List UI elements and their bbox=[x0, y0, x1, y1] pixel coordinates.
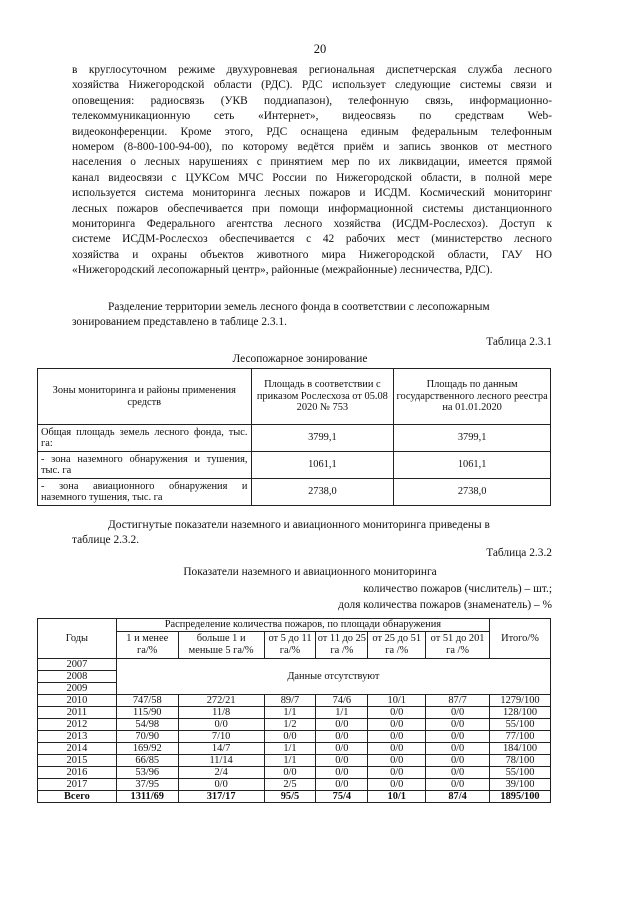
table-cell: 89/7 bbox=[264, 695, 316, 707]
paragraph-1-line: мониторинга Федерального агентства лесного хозяйства (ИСДМ-Рослесхоз). Доступ к bbox=[72, 218, 552, 231]
table-cell: 0/0 bbox=[426, 743, 490, 755]
paragraph-1-line: в круглосуточном режиме двухуровневая региональная диспетчерская служба лесного bbox=[72, 64, 552, 76]
paragraph-1-line: «Нижегородский лесопожарный центр», районные (межрайонные) лесничества, РДС). bbox=[72, 264, 493, 277]
no-data-cell: Данные отсутствуют bbox=[116, 659, 550, 695]
table-cell: 0/0 bbox=[368, 779, 426, 791]
paragraph-3 bbox=[72, 518, 552, 549]
table-cell: 0/0 bbox=[368, 731, 426, 743]
table-cell: 0/0 bbox=[426, 755, 490, 767]
table-cell: 37/95 bbox=[116, 779, 178, 791]
table-cell: 0/0 bbox=[426, 767, 490, 779]
table-cell: 53/96 bbox=[116, 767, 178, 779]
paragraph-1-line: оповещения: радиосвязь (УКВ поддиапазон), телефонную связь, информационно- bbox=[72, 94, 552, 107]
year-cell: 2014 bbox=[38, 743, 117, 755]
year-cell: 2010 bbox=[38, 695, 117, 707]
col-group-header: Распределение количества пожаров, по площади обнаружения bbox=[116, 619, 489, 632]
table-cell: 95/5 bbox=[264, 791, 316, 803]
year-cell: 2007 bbox=[38, 659, 117, 671]
table-cell: 10/1 bbox=[368, 695, 426, 707]
table-row bbox=[38, 731, 551, 743]
paragraph-1-line: видеоконференции. Кроме этого, РДС оснащена единым федеральным телефонным bbox=[72, 125, 552, 138]
col-subheader: от 5 до 11 га/% bbox=[264, 632, 316, 659]
table-header-cell: Площадь в соответствии с приказом Рослесхоза от 05.08 2020 № 753 bbox=[251, 369, 394, 425]
col-header-total: Итого/% bbox=[490, 619, 551, 659]
table-row bbox=[38, 767, 551, 779]
table-row bbox=[38, 695, 551, 707]
table-2-caption: Таблица 2.3.2 bbox=[486, 547, 552, 559]
table-cell: 0/0 bbox=[368, 767, 426, 779]
table-1-title: Лесопожарное зонирование bbox=[232, 353, 368, 365]
table-cell: 3799,1 bbox=[394, 425, 551, 452]
table-row bbox=[38, 755, 551, 767]
table-cell: 87/7 bbox=[426, 695, 490, 707]
table-header-cell: Зоны мониторинга и районы применения средств bbox=[38, 369, 252, 425]
paragraph-1-line: телекоммуникационную сеть «Интернет», видеосвязь по средствам Web- bbox=[72, 110, 552, 123]
total-cell: 78/100 bbox=[490, 755, 551, 767]
unit-line: доля количества пожаров (знаменатель) – % bbox=[338, 599, 552, 611]
year-cell: 2009 bbox=[38, 683, 117, 695]
unit-line: количество пожаров (числитель) – шт.; bbox=[363, 583, 552, 595]
table-row bbox=[38, 707, 551, 719]
table-cell: 1061,1 bbox=[394, 452, 551, 479]
table-cell: 1311/69 bbox=[116, 791, 178, 803]
paragraph-1-line: населения о лесных нарушениях с принятием мер по их ликвидации, имеется прямой bbox=[72, 156, 552, 169]
table-cell: 2/5 bbox=[264, 779, 316, 791]
table-cell: 0/0 bbox=[426, 731, 490, 743]
table-cell: 1061,1 bbox=[251, 452, 394, 479]
row-label: - зона наземного обнаружения и тушения, тыс. га bbox=[38, 452, 252, 479]
table-monitoring-indicators bbox=[37, 618, 551, 803]
table-cell: 75/4 bbox=[316, 791, 368, 803]
paragraph-1-line: хозяйства Нижегородской области (РДС). РДС использует следующие системы связи и bbox=[72, 79, 552, 92]
table-cell: 169/92 bbox=[116, 743, 178, 755]
paragraph-2 bbox=[72, 300, 552, 331]
total-cell: 55/100 bbox=[490, 719, 551, 731]
year-cell: 2017 bbox=[38, 779, 117, 791]
table-total-row bbox=[38, 791, 551, 803]
table-cell: 115/90 bbox=[116, 707, 178, 719]
table-cell: 0/0 bbox=[178, 779, 264, 791]
table-cell: 14/7 bbox=[178, 743, 264, 755]
table-1-caption: Таблица 2.3.1 bbox=[486, 336, 552, 348]
table-cell: 0/0 bbox=[368, 707, 426, 719]
table-cell: 0/0 bbox=[264, 767, 316, 779]
col-header-years: Годы bbox=[38, 619, 117, 659]
table-cell: 0/0 bbox=[316, 755, 368, 767]
year-cell: 2015 bbox=[38, 755, 117, 767]
table-cell: 0/0 bbox=[368, 719, 426, 731]
table-cell: 74/6 bbox=[316, 695, 368, 707]
table-cell: 11/8 bbox=[178, 707, 264, 719]
paragraph-3-line: Достигнутые показатели наземного и авиационного мониторинга приведены в bbox=[108, 519, 490, 531]
table-cell: 0/0 bbox=[368, 743, 426, 755]
table-cell: 54/98 bbox=[116, 719, 178, 731]
paragraph-2-line: Разделение территории земель лесного фонда в соответствии с лесопожарным bbox=[108, 301, 490, 313]
paragraph-1-line: номером (8-800-100-94-00), по которому ведётся приём и запись звонков от местного bbox=[72, 141, 552, 154]
paragraph-3-line: таблице 2.3.2. bbox=[72, 534, 140, 547]
table-cell: 272/21 bbox=[178, 695, 264, 707]
paragraph-1-line: лесных пожаров обеспечивается при помощи информационной системы дистанционного bbox=[72, 202, 552, 215]
table-2-unit-note bbox=[338, 581, 552, 613]
table-row bbox=[38, 743, 551, 755]
table-cell: 7/10 bbox=[178, 731, 264, 743]
table-cell: 0/0 bbox=[316, 731, 368, 743]
paragraph-2-line: зонированием представлено в таблице 2.3.1. bbox=[72, 316, 287, 329]
row-label: - зона авиационного обнаружения и наземного тушения, тыс. га bbox=[38, 479, 252, 506]
col-subheader: больше 1 и меньше 5 га/% bbox=[178, 632, 264, 659]
total-cell: 1895/100 bbox=[490, 791, 551, 803]
table-cell: 1/2 bbox=[264, 719, 316, 731]
col-subheader: от 25 до 51 га /% bbox=[368, 632, 426, 659]
page-number: 20 bbox=[313, 42, 327, 56]
year-cell: 2008 bbox=[38, 671, 117, 683]
col-subheader: от 11 до 25 га /% bbox=[316, 632, 368, 659]
table-cell: 87/4 bbox=[426, 791, 490, 803]
paragraph-1-line: системе ИСДМ-Рослесхоз обеспечивается с 42 рабочих мест (министерство лесного bbox=[72, 233, 552, 246]
year-cell: 2012 bbox=[38, 719, 117, 731]
table-cell: 2/4 bbox=[178, 767, 264, 779]
table-cell: 0/0 bbox=[316, 719, 368, 731]
table-cell: 66/85 bbox=[116, 755, 178, 767]
total-cell: 1279/100 bbox=[490, 695, 551, 707]
paragraph-1-line: используется система мониторинга лесных пожаров и ИСДМ. Космический мониторинг bbox=[72, 187, 552, 200]
year-cell: 2016 bbox=[38, 767, 117, 779]
table-cell: 1/1 bbox=[264, 743, 316, 755]
year-cell: Всего bbox=[38, 791, 117, 803]
table-row bbox=[38, 452, 551, 479]
table-cell: 0/0 bbox=[316, 779, 368, 791]
table-cell: 0/0 bbox=[316, 743, 368, 755]
col-subheader: 1 и менее га/% bbox=[116, 632, 178, 659]
total-cell: 55/100 bbox=[490, 767, 551, 779]
table-fire-zoning bbox=[37, 368, 551, 506]
table-cell: 0/0 bbox=[178, 719, 264, 731]
table-row bbox=[38, 425, 551, 452]
paragraph-1 bbox=[72, 63, 552, 279]
total-cell: 184/100 bbox=[490, 743, 551, 755]
year-cell: 2011 bbox=[38, 707, 117, 719]
table-cell: 0/0 bbox=[426, 779, 490, 791]
table-cell: 1/1 bbox=[264, 707, 316, 719]
paragraph-1-line: хозяйства и охраны объектов животного мира Нижегородской области, ГАУ НО bbox=[72, 248, 552, 261]
row-label: Общая площадь земель лесного фонда, тыс. га: bbox=[38, 425, 252, 452]
table-cell: 0/0 bbox=[426, 707, 490, 719]
table-cell: 1/1 bbox=[316, 707, 368, 719]
total-cell: 39/100 bbox=[490, 779, 551, 791]
table-row bbox=[38, 719, 551, 731]
year-cell: 2013 bbox=[38, 731, 117, 743]
table-cell: 3799,1 bbox=[251, 425, 394, 452]
col-subheader: от 51 до 201 га /% bbox=[426, 632, 490, 659]
table-row bbox=[38, 479, 551, 506]
paragraph-1-line: канал видеосвязи с ЦУКСом МЧС России по Нижегородской области, в полной мере bbox=[72, 171, 552, 184]
table-cell: 11/14 bbox=[178, 755, 264, 767]
table-cell: 70/90 bbox=[116, 731, 178, 743]
table-cell: 0/0 bbox=[426, 719, 490, 731]
table-2-title: Показатели наземного и авиационного мониторинга bbox=[183, 566, 437, 578]
total-cell: 77/100 bbox=[490, 731, 551, 743]
total-cell: 128/100 bbox=[490, 707, 551, 719]
table-row bbox=[38, 659, 551, 671]
table-row bbox=[38, 779, 551, 791]
table-cell: 0/0 bbox=[368, 755, 426, 767]
table-cell: 0/0 bbox=[264, 731, 316, 743]
table-cell: 2738,0 bbox=[394, 479, 551, 506]
table-cell: 0/0 bbox=[316, 767, 368, 779]
table-cell: 747/58 bbox=[116, 695, 178, 707]
table-cell: 2738,0 bbox=[251, 479, 394, 506]
table-cell: 10/1 bbox=[368, 791, 426, 803]
table-cell: 317/17 bbox=[178, 791, 264, 803]
table-cell: 1/1 bbox=[264, 755, 316, 767]
table-header-cell: Площадь по данным государственного лесного реестра на 01.01.2020 bbox=[394, 369, 551, 425]
